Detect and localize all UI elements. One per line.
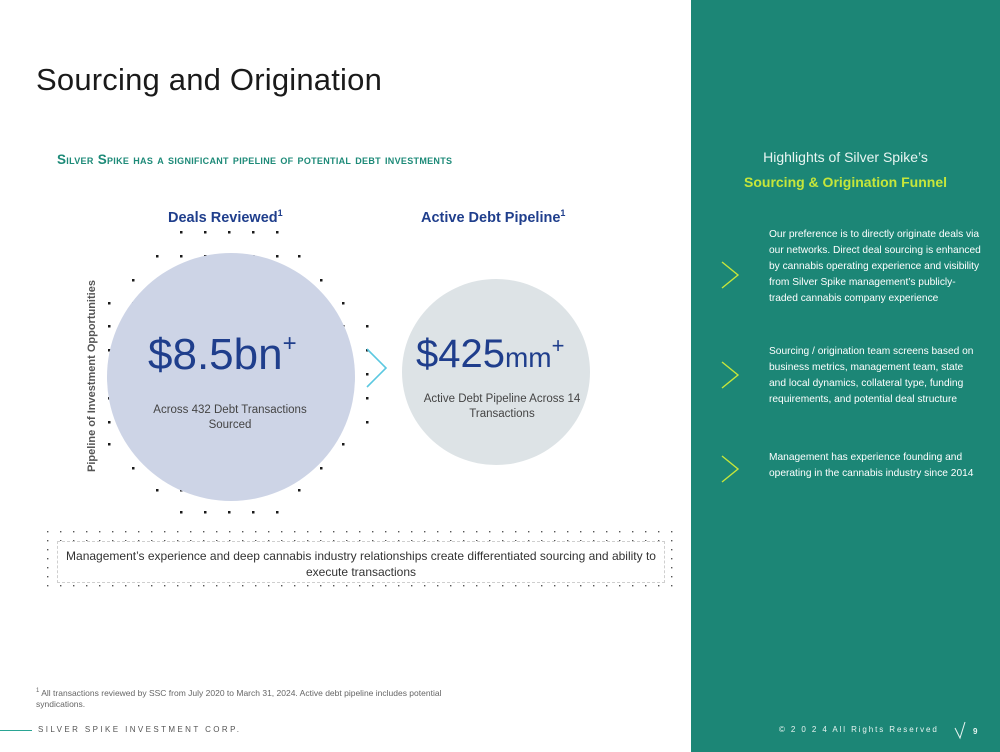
active-pipeline-plus: +	[551, 333, 565, 358]
footnote	[36, 686, 486, 710]
section-subtitle: Silver Spike has a significant pipeline of potential debt investments	[57, 152, 453, 167]
page-corner-mark-icon	[954, 720, 966, 740]
highlight-item-3: Management has experience founding and operating in the cannabis industry since 2014	[769, 452, 974, 479]
chevron-right-icon	[364, 346, 390, 390]
chevron-right-icon	[719, 454, 741, 484]
page-title: Sourcing and Origination	[36, 62, 383, 97]
deals-reviewed-header-text: Deals Reviewed	[168, 209, 278, 226]
active-pipeline-footnote-ref: 1	[560, 208, 566, 218]
y-axis-label: Pipeline of Investment Opportunities	[86, 280, 98, 472]
highlight-item-2: Sourcing / origination team screens based on business metrics, management team, state and local dynamics, collateral type, funding requirements, and potential deal structure	[769, 346, 974, 405]
active-pipeline-amount: $425	[416, 332, 505, 376]
footnote-text: All transactions reviewed by SSC from July 2020 to March 31, 2024. Active debt pipeline includes potential syndications.	[36, 687, 442, 709]
deals-reviewed-footnote-ref: 1	[277, 208, 283, 218]
chevron-right-icon	[719, 260, 741, 290]
deals-reviewed-description: Across 432 Debt Transactions Sourced	[153, 404, 307, 431]
highlights-subtitle: Sourcing & Origination Funnel	[744, 174, 947, 190]
deals-reviewed-plus: +	[282, 330, 297, 357]
deals-reviewed-header	[168, 208, 283, 226]
deals-reviewed-amount: $8.5bn	[148, 330, 283, 379]
highlights-title: Highlights of Silver Spike’s	[763, 149, 928, 165]
active-pipeline-header	[421, 208, 565, 226]
page-number: 9	[973, 727, 978, 736]
chevron-right-icon	[719, 360, 741, 390]
highlights-panel	[691, 0, 1000, 752]
active-pipeline-unit: mm	[504, 342, 552, 373]
active-pipeline-description: Active Debt Pipeline Across 14 Transactions	[423, 393, 581, 420]
copyright: © 2 0 2 4 All Rights Reserved	[779, 725, 939, 734]
active-pipeline-value	[416, 332, 565, 377]
callout-box: Management’s experience and deep cannabis industry relationships create differentiated sourcing and ability to execute transactions	[57, 541, 665, 583]
company-name: SILVER SPIKE INVESTMENT CORP.	[38, 725, 242, 734]
active-pipeline-header-text: Active Debt Pipeline	[421, 209, 561, 226]
deals-reviewed-value	[148, 330, 297, 380]
footer-accent-line	[0, 730, 32, 731]
footnote-marker: 1	[36, 688, 40, 694]
highlight-item-1: Our preference is to directly originate deals via our networks. Direct deal sourcing is enhanced by cannabis operating experience and visibility from Silver Spike management’s publicly-traded cannabis company experience	[769, 229, 981, 304]
